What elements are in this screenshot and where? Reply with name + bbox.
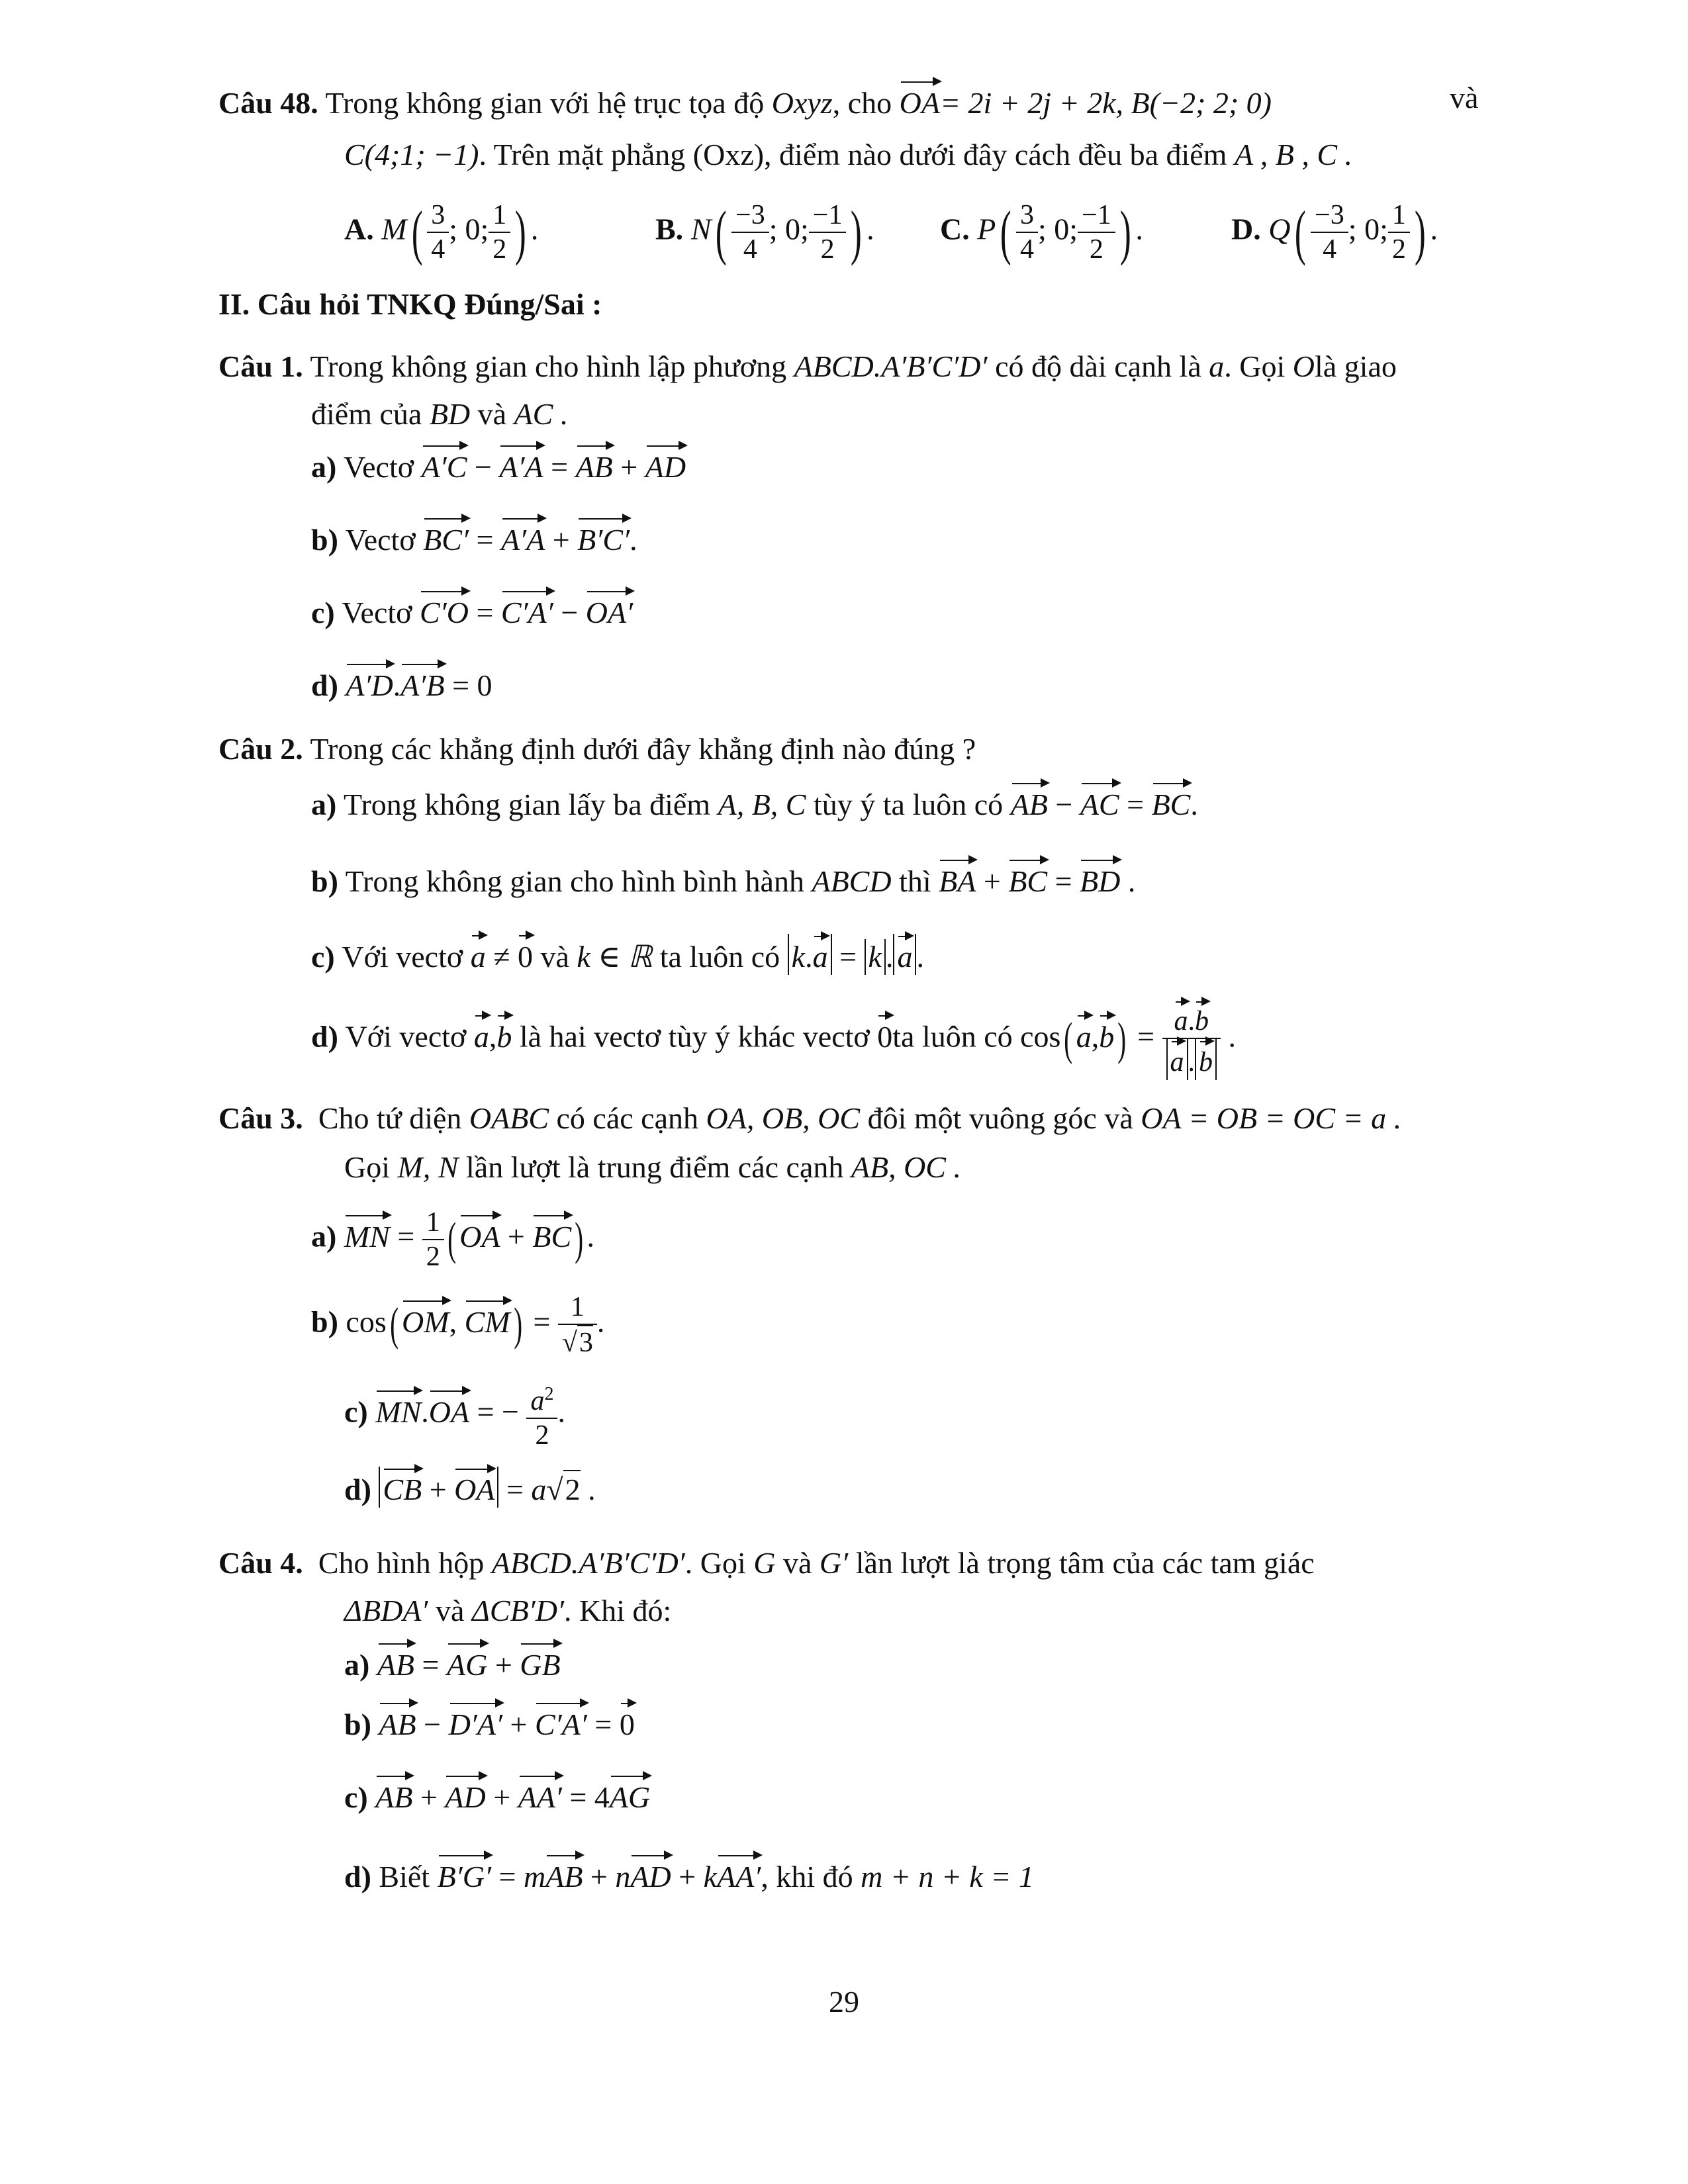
item-label: a) <box>311 1219 337 1253</box>
vector-zero: 0 <box>518 933 533 976</box>
paren: ( <box>716 199 727 266</box>
vector-mn: MN <box>344 1213 390 1255</box>
vector: AD <box>630 1853 671 1895</box>
c3-text3: đôi một vuông góc và <box>867 1101 1133 1135</box>
page-number: 29 <box>829 1985 859 2019</box>
option-key: C. <box>940 212 970 246</box>
vector: AB <box>377 1641 414 1684</box>
item-label: b) <box>344 1707 371 1741</box>
item-text2: thì <box>899 864 931 898</box>
abs-value: k <box>865 939 886 975</box>
c1-bd: BD <box>429 397 471 431</box>
fraction: $\frac{1}{√3}$ <box>558 1291 597 1359</box>
item-text: Trong không gian cho hình bình hành <box>345 864 804 898</box>
c4-g2: G′ <box>819 1546 849 1580</box>
vector: AB <box>576 443 613 486</box>
c1-line1 <box>218 348 1397 385</box>
q48-point-b: , B(−2; 2; 0) <box>1115 86 1272 120</box>
item-label: c) <box>311 940 335 974</box>
c1-va: và <box>477 397 507 431</box>
den: 2 <box>820 234 835 265</box>
item-label: b) <box>311 1304 338 1339</box>
c1-ac: AC . <box>514 397 569 431</box>
c2-text: Trong các khẳng định dưới đây khẳng định nào đúng ? <box>310 732 976 766</box>
q48-oa-vector: OA <box>900 79 940 122</box>
c2-item-b[interactable]: b) Trong không gian cho hình bình hành ABCD thì BA + BC = BD . <box>311 858 1135 900</box>
paren: ) <box>1414 199 1426 266</box>
vector-oa: OA <box>459 1213 500 1255</box>
paren: ) <box>1117 1014 1127 1065</box>
fraction <box>1016 199 1038 266</box>
vector-zero: 0 <box>620 1701 635 1743</box>
fraction <box>489 199 510 266</box>
c3-item-b[interactable]: b) cos( OM, CM) = $\frac{1}{√3}$ . <box>311 1292 605 1358</box>
c4-va: và <box>782 1546 812 1580</box>
abs-value: k.a <box>788 934 832 975</box>
item-abcd: ABCD <box>812 864 892 898</box>
item-text2: tùy ý ta luôn có <box>813 788 1004 821</box>
vector: B′C′ <box>577 516 630 559</box>
fraction: $\frac{a^2}{2}$ <box>526 1378 557 1452</box>
paren: ( <box>1064 1014 1073 1065</box>
paren: ( <box>389 1299 399 1350</box>
item-text: Vectơ <box>344 450 414 484</box>
paren: ) <box>1119 199 1131 266</box>
abs-value: a <box>893 934 916 975</box>
q48-label: Câu 48. <box>218 86 318 120</box>
c3-eq: OA = OB = OC = a . <box>1141 1101 1402 1135</box>
vector: C′O <box>420 589 469 631</box>
item-label: a) <box>311 450 337 484</box>
item-label: d) <box>344 1473 371 1506</box>
vector-zero: 0 <box>877 1013 892 1056</box>
c4-box: ABCD.A′B′C′D′ <box>491 1546 685 1580</box>
vector: AB <box>1011 781 1048 823</box>
item-label: b) <box>311 864 338 898</box>
c4-tri2: ΔCB′D′ <box>471 1594 565 1627</box>
den: 4 <box>743 234 757 265</box>
vector: AA′ <box>717 1853 761 1895</box>
vector: AG <box>610 1774 650 1816</box>
vector: A′C <box>422 443 467 486</box>
option-key: B. <box>655 212 684 246</box>
option-point: M <box>381 212 407 246</box>
fraction <box>1311 199 1348 266</box>
c2-item-d[interactable]: d) Với vectơ a,b là hai vectơ tùy ý khác vectơ 0ta luôn có cos( a,b) = $\frac{a.b}{a . b}$ . <box>311 999 1236 1079</box>
c4-item-a[interactable]: a) AB = AG + GB <box>344 1641 561 1684</box>
vector: A′D <box>346 662 393 704</box>
den: 2 <box>1391 234 1406 265</box>
item-label: c) <box>344 1780 368 1814</box>
q48-va: và <box>1450 81 1479 114</box>
c4-line2 <box>344 1592 671 1629</box>
c1-label: Câu 1. <box>218 349 303 383</box>
num: 1 <box>1388 199 1410 233</box>
paren: ) <box>851 199 863 266</box>
item-text: Vectơ <box>345 523 416 557</box>
item-label: c) <box>311 596 335 629</box>
c2-item-c[interactable]: c) Với vectơ a ≠ 0 và k ∈ ℝ ta luôn có k.a = k . a . <box>311 933 924 976</box>
paren: ( <box>411 199 423 266</box>
c3-line2 <box>344 1149 961 1186</box>
item-text2: và <box>540 940 569 974</box>
q48-line1 <box>218 79 1479 122</box>
item-text2: , khi đó <box>761 1860 853 1893</box>
option-mid: ; 0; <box>449 212 489 246</box>
fraction <box>1078 199 1115 266</box>
vector: AB <box>375 1774 412 1816</box>
c4-label: Câu 4. <box>218 1546 303 1580</box>
c3-item-d[interactable]: d) CB + OA = a√2 . <box>344 1467 596 1508</box>
vector: AC <box>1080 781 1119 823</box>
option-point: Q <box>1268 212 1291 246</box>
den: 4 <box>1019 234 1034 265</box>
item-label: c) <box>344 1394 368 1429</box>
paren: ) <box>513 1299 522 1350</box>
q48-option-c[interactable]: C. P( $\frac{3}{4}$ ; 0; $\frac{-1}{2}$ ) . <box>940 199 1143 266</box>
item-label: d) <box>311 668 338 702</box>
c4-text4: . Khi đó: <box>564 1594 672 1627</box>
c4-g: G <box>753 1546 776 1580</box>
vector: GB <box>520 1641 560 1684</box>
item-text3: ta luôn có <box>659 940 780 974</box>
vector-a: a <box>1076 1013 1092 1056</box>
c4-item-d[interactable]: d) Biết B′G′ = mAB + nAD + kAA′, khi đó m + n + k = 1 <box>344 1853 1034 1895</box>
vector-mn: MN <box>375 1388 421 1431</box>
q48-text: Trong không gian với hệ trục tọa độ <box>325 86 765 120</box>
vector: BC <box>1008 858 1047 900</box>
fraction <box>809 199 847 266</box>
item-label: d) <box>344 1860 371 1893</box>
item-text3: ta luôn có <box>892 1019 1013 1054</box>
abs-value: CB + OA <box>379 1467 498 1508</box>
c4-tri1: ΔBDA′ <box>344 1594 428 1627</box>
option-mid: ; 0; <box>769 212 809 246</box>
vector: BD <box>1080 858 1120 900</box>
c3-abc: AB, OC . <box>851 1150 961 1184</box>
q48-oa-value: = 2i + 2j + 2k <box>939 86 1116 120</box>
fraction <box>1388 199 1410 266</box>
c4-item-c[interactable]: c) AB + AD + AA′ = 4AG <box>344 1774 650 1816</box>
option-point: P <box>977 212 996 246</box>
option-point: N <box>690 212 712 246</box>
vector: AD <box>645 443 686 486</box>
item-label: b) <box>311 523 338 557</box>
item-text: Với vectơ <box>342 940 463 974</box>
item-k: k ∈ ℝ <box>577 940 653 974</box>
vector: B′G′ <box>438 1853 491 1895</box>
paren: ) <box>515 199 527 266</box>
c1-a: a <box>1209 349 1225 383</box>
c3-text4: Gọi <box>344 1150 390 1184</box>
c2-label: Câu 2. <box>218 732 303 766</box>
vector-bc: BC <box>532 1213 571 1255</box>
paren: ) <box>575 1214 584 1265</box>
den: 4 <box>1322 234 1336 265</box>
c3-line1 <box>218 1100 1401 1137</box>
c1-text4: là giao <box>1314 349 1397 383</box>
item-text: Trong không gian lấy ba điểm <box>344 788 711 821</box>
num: −1 <box>1078 199 1115 233</box>
q48-option-a[interactable]: A. M( $\frac{3}{4}$ ; 0; $\frac{1}{2}$ ) . <box>344 199 539 266</box>
vector: AG <box>447 1641 487 1684</box>
den: 4 <box>431 234 445 265</box>
c2-item-a[interactable]: a) Trong không gian lấy ba điểm A, B, C tùy ý ta luôn có AB − AC = BC. <box>311 781 1198 823</box>
option-key: A. <box>344 212 374 246</box>
item-sum: m + n + k = 1 <box>861 1860 1034 1893</box>
c4-text2: . Gọi <box>684 1546 746 1580</box>
item-label: a) <box>344 1648 370 1682</box>
c4-text: Cho hình hộp <box>318 1546 485 1580</box>
c1-o: O <box>1292 349 1315 383</box>
q48-text2: . Trên mặt phẳng (Oxz), điểm nào dưới đây cách đều ba điểm <box>479 138 1227 171</box>
vector: A′A <box>499 443 543 486</box>
option-mid: ; 0; <box>1037 212 1078 246</box>
item-text2: là hai vectơ tùy ý khác vectơ <box>519 1019 870 1054</box>
c1-line2 <box>311 396 568 433</box>
option-key: D. <box>1231 212 1261 246</box>
vector: C′A′ <box>501 589 553 631</box>
vector: D′A′ <box>449 1701 502 1743</box>
c3-text2: có các cạnh <box>556 1101 699 1135</box>
fraction: $\frac{a.b}{a . b}$ <box>1162 999 1221 1080</box>
paren: ( <box>1000 199 1012 266</box>
item-text: Vectơ <box>342 596 412 629</box>
vector: A′A <box>501 516 545 559</box>
vector-a: a <box>474 1013 489 1056</box>
q48-line2 <box>344 136 1352 173</box>
c1-text: Trong không gian cho hình lập phương <box>310 349 787 383</box>
c1-item-d[interactable]: d) A′D.A′B = 0 <box>311 662 492 704</box>
c3-item-a[interactable]: a) MN = $\frac{1}{2}$ ( OA + BC) . <box>311 1207 594 1272</box>
vector-b: b <box>496 1013 512 1056</box>
vector: A′B <box>400 662 444 704</box>
c3-item-c[interactable]: c) MN.OA = − $\frac{a^2}{2}$ . <box>344 1378 565 1452</box>
c1-item-b[interactable]: b) Vectơ BC′ = A′A + B′C′. <box>311 516 637 559</box>
c1-text5: điểm của <box>311 397 422 431</box>
c3-text: Cho tứ diện <box>318 1101 462 1135</box>
fraction <box>427 199 449 266</box>
q48-cho: , cho <box>832 86 892 120</box>
c4-item-b[interactable]: b) AB − D′A′ + C′A′ = 0 <box>344 1701 635 1743</box>
c3-edges: OA, OB, OC <box>706 1101 861 1135</box>
item-points: A, B, C <box>718 788 806 821</box>
paren: ( <box>1295 199 1307 266</box>
vector-oa: OA <box>429 1388 469 1431</box>
c3-oabc: OABC <box>469 1101 549 1135</box>
c1-text2: có độ dài cạnh là <box>995 349 1201 383</box>
vector-b: b <box>1099 1013 1114 1056</box>
den: 2 <box>1089 234 1103 265</box>
vector: C′A′ <box>535 1701 587 1743</box>
c4-text3: lần lượt là trọng tâm của các tam giác <box>855 1546 1315 1580</box>
fraction <box>731 199 769 266</box>
den: 2 <box>492 234 507 265</box>
c4-line1 <box>218 1545 1315 1582</box>
num: −1 <box>809 199 847 233</box>
q48-system: Oxyz <box>771 86 833 120</box>
vector-a: a <box>471 933 486 976</box>
vector: AA′ <box>518 1774 562 1816</box>
c3-mn: M, N <box>397 1150 459 1184</box>
vector: AD <box>445 1774 485 1816</box>
item-label: d) <box>311 1019 338 1054</box>
section-heading: II. Câu hỏi TNKQ Đúng/Sai : <box>218 287 602 321</box>
vector: AB <box>545 1853 583 1895</box>
c1-cube: ABCD.A′B′C′D′ <box>794 349 988 383</box>
vector: AB <box>379 1701 416 1743</box>
cos-label: cos <box>1020 1019 1061 1054</box>
c1-text3: . Gọi <box>1224 349 1286 383</box>
num: 3 <box>1016 199 1038 233</box>
c3-text5: lần lượt là trung điểm các cạnh <box>466 1150 844 1184</box>
q48-point-c: C(4;1; −1) <box>344 138 479 171</box>
q48-option-b[interactable]: B. N( $\frac{-3}{4}$ ; 0; $\frac{-1}{2}$ ) . <box>655 199 874 266</box>
num: −3 <box>731 199 769 233</box>
option-mid: ; 0; <box>1348 212 1388 246</box>
c1-item-c[interactable]: c) Vectơ C′O = C′A′ − OA′ <box>311 589 633 631</box>
vector: OA′ <box>586 589 633 631</box>
c1-item-a[interactable]: a) Vectơ A′C − A′A = AB + AD <box>311 443 686 486</box>
vector: BC <box>1152 781 1191 823</box>
q48-points: A , B , C . <box>1234 138 1353 171</box>
vector: BC′ <box>423 516 469 559</box>
paren: ( <box>447 1214 456 1265</box>
num: 3 <box>427 199 449 233</box>
item-text: Biết <box>379 1860 430 1893</box>
item-text: Với vectơ <box>345 1019 467 1054</box>
c4-va2: và <box>435 1594 465 1627</box>
vector: BA <box>939 858 976 900</box>
vector-om: OM <box>402 1298 449 1341</box>
c3-label: Câu 3. <box>218 1101 303 1135</box>
c2-line1 <box>218 731 976 768</box>
num: −3 <box>1311 199 1348 233</box>
fraction: $\frac{1}{2}$ <box>422 1206 444 1273</box>
vector-cm: CM <box>465 1298 510 1341</box>
q48-option-d[interactable]: D. Q( $\frac{-3}{4}$ ; 0; $\frac{1}{2}$ ) . <box>1231 199 1438 266</box>
num: 1 <box>489 199 510 233</box>
item-tail: = 0 <box>452 668 492 702</box>
item-label: a) <box>311 788 337 821</box>
